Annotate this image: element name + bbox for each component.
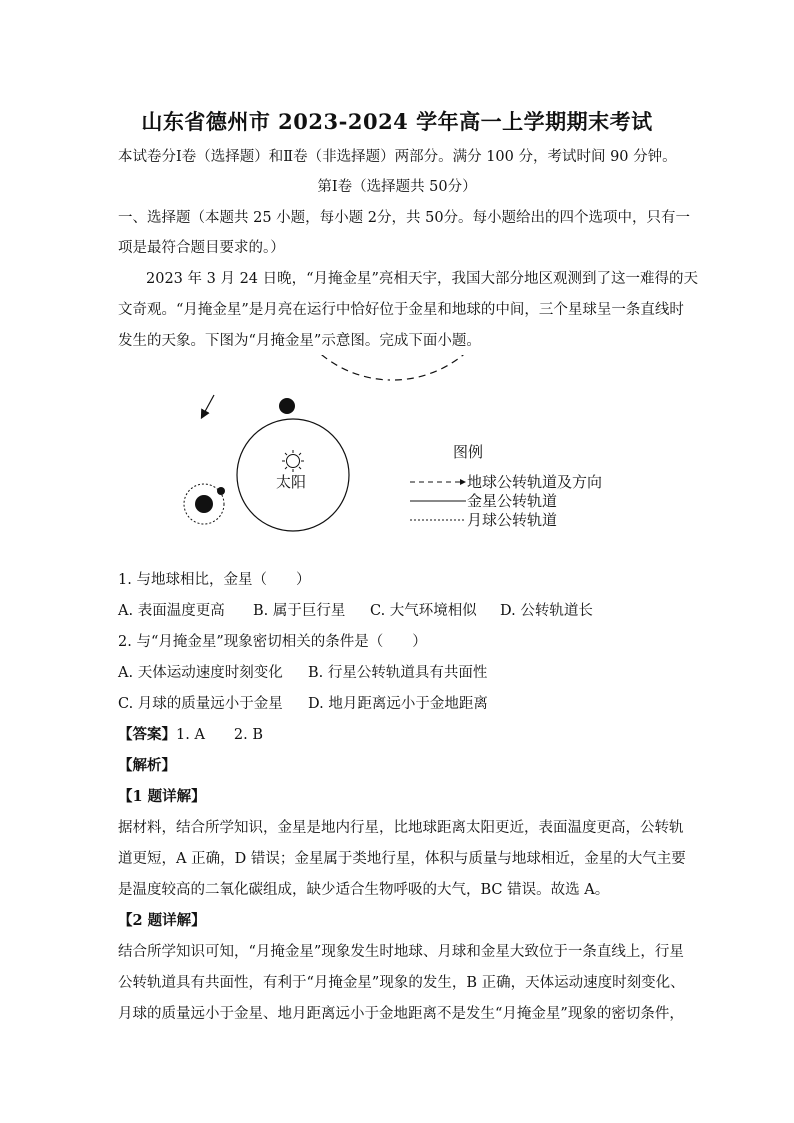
- detail-1-heading: 【1 题详解】: [118, 788, 206, 805]
- legend-earth-label: 地球公转轨道及方向: [467, 473, 603, 491]
- q1-option-c: C. 大气环境相似: [370, 603, 477, 619]
- material-line1: 2023 年 3 月 24 日晚，“月掩金星”亮相天宇，我国大部分地区观测到了这一难得的天: [146, 271, 698, 287]
- detail-2-line1: 结合所学知识可知，“月掩金星”现象发生时地球、月球和金星大致位于一条直线上，行星: [118, 944, 684, 960]
- venus-icon: [279, 398, 295, 414]
- detail-1-line3: 是温度较高的二氧化碳组成，缺少适合生物呼吸的大气，BC 错误。故选 A。: [118, 882, 610, 898]
- occultation-diagram: [170, 355, 630, 570]
- detail-2-line2: 公转轨道具有共面性，有利于“月掩金星”现象的发生，B 正确，天体运动速度时刻变化、: [118, 975, 685, 991]
- section-heading-line1: 一、选择题（本题共 25 小题，每小题 2分，共 50分。每小题给出的四个选项中，只有一: [118, 210, 691, 226]
- part-heading: 第Ⅰ卷（选择题共 50分）: [317, 179, 477, 195]
- legend-moon-label: 月球公转轨道: [467, 511, 558, 529]
- q2-option-c: C. 月球的质量远小于金星: [118, 696, 283, 712]
- q2-option-d: D. 地月距离远小于金地距离: [308, 696, 488, 712]
- answer-label: 【答案】: [118, 726, 176, 743]
- question-2: 2. 与“月掩金星”现象密切相关的条件是（ ）: [118, 634, 427, 650]
- analysis-heading: 【解析】: [118, 757, 176, 774]
- material-line2: 文奇观。“月掩金星”是月亮在运行中恰好位于金星和地球的中间，三个星球呈一条直线时: [118, 302, 684, 318]
- q2-option-a: A. 天体运动速度时刻变化: [118, 665, 283, 681]
- section-heading-line2: 项是最符合题目要求的。）: [118, 240, 285, 256]
- sun-icon: [282, 450, 304, 472]
- answer-text: 1. A 2. B: [176, 727, 264, 743]
- q2-option-b: B. 行星公转轨道具有共面性: [308, 665, 488, 681]
- detail-1-line1: 据材料，结合所学知识，金星是地内行星，比地球距离太阳更近，表面温度更高，公转轨: [118, 820, 684, 836]
- question-1: 1. 与地球相比，金星（ ）: [118, 572, 311, 588]
- page-title: 山东省德州市 2023-2024 学年高一上学期期末考试: [141, 109, 653, 134]
- sun-label: 太阳: [276, 473, 307, 491]
- detail-2-line3: 月球的质量远小于金星、地月距离远小于金地距离不是发生“月掩金星”现象的密切条件，: [118, 1006, 684, 1022]
- exam-intro: 本试卷分Ⅰ卷（选择题）和Ⅱ卷（非选择题）两部分。满分 100 分，考试时间 90 分钟。: [118, 149, 677, 165]
- q1-option-d: D. 公转轨道长: [500, 603, 593, 619]
- earth-orbit-arrow-icon: [202, 395, 214, 417]
- material-line3: 发生的天象。下图为“月掩金星”示意图。完成下面小题。: [118, 333, 481, 349]
- legend-title: 图例: [453, 443, 484, 461]
- moon-icon: [217, 487, 225, 495]
- detail-2-heading: 【2 题详解】: [118, 912, 206, 929]
- detail-1-line2: 道更短，A 正确，D 错误；金星属于类地行星，体积与质量与地球相近，金星的大气主要: [118, 851, 686, 867]
- q1-option-a: A. 表面温度更高: [118, 603, 225, 619]
- earth-icon: [195, 495, 213, 513]
- q1-option-b: B. 属于巨行星: [253, 603, 346, 619]
- legend-venus-label: 金星公转轨道: [467, 492, 558, 510]
- earth-orbit: [281, 355, 505, 380]
